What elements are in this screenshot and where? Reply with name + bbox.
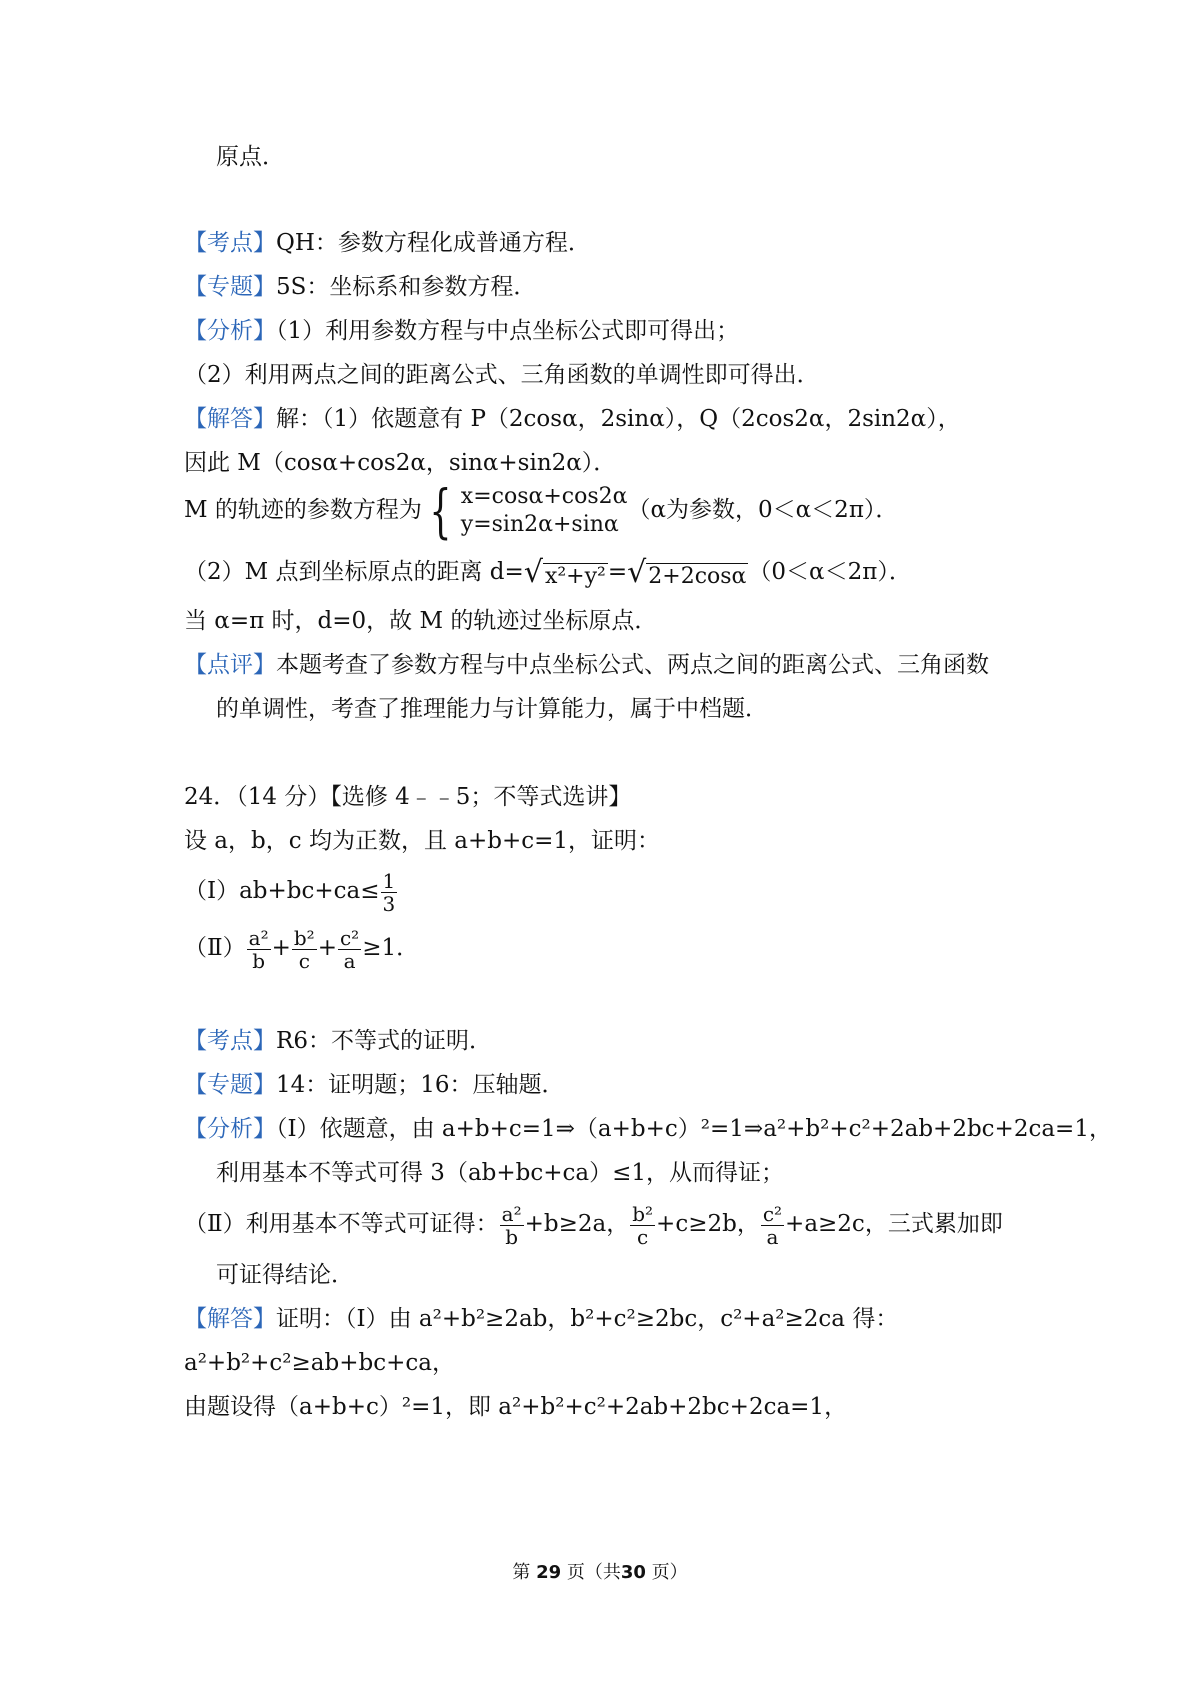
fraction-den: a [343,948,356,973]
fraction-den: c [637,1224,649,1249]
zhuanti-line [184,1070,565,1100]
jieda-text: 证明：（Ⅰ）由 a²+b²≥2ab，b²+c²≥2bc，c²+a²≥2ca 得： [276,1306,899,1332]
fraction-num: b² [293,925,315,950]
footer-prefix: 第 [512,1562,531,1583]
part1-expr: ab+bc+ca≤ [239,878,380,904]
dist-equals: = [607,559,628,585]
fenxi-line-2: 利用基本不等式可得 3（ab+bc+ca）≤1，从而得证； [216,1160,785,1186]
fraction-num: c² [762,1201,783,1226]
total-pages: 30 [620,1562,646,1583]
dianping-line [184,650,989,680]
fraction [381,870,398,915]
fenxi-line [184,316,739,346]
kaodian-text: QH：参数方程化成普通方程． [276,230,591,256]
fraction-den: 3 [382,891,396,916]
kaodian-tag: 【考点】 [184,230,276,256]
equation-system [422,477,628,545]
solution-line: a²+b²+c²≥ab+bc+ca， [184,1350,455,1376]
param-suffix: （α为参数，0＜α＜2π）． [627,497,899,523]
solution-line: 因此 M（cosα+cos2α，sinα+sin2α）． [184,450,617,476]
fraction [292,927,317,972]
zhuanti-tag: 【专题】 [184,1072,276,1098]
dianping-line-2: 的单调性，考查了推理能力与计算能力，属于中档题． [216,696,768,722]
part2-tail: ≥1． [362,935,420,961]
fraction-num: c² [339,925,360,950]
brace-icon: { [429,477,452,545]
question-stem: 设 a，b，c 均为正数，且 a+b+c=1，证明： [184,828,661,854]
fenxi-text: （Ⅰ）依题意，由 a+b+c=1⇒（a+b+c）²=1⇒a²+b²+c²+2ab+2bc+2ca=1， [276,1116,1112,1142]
kaodian-text: R6：不等式的证明． [276,1028,492,1054]
question-title: 24．（14 分）【选修 4﹣﹣5；不等式选讲】 [184,784,632,810]
fenxi-text: （1）利用参数方程与中点坐标公式即可得出； [276,318,740,344]
sqrt-expression [524,556,608,590]
dianping-tag: 【点评】 [184,652,276,678]
zhuanti-text: 5S：坐标系和参数方程． [276,274,537,300]
page-number: 29 [536,1562,562,1583]
dist-prefix: （2）M 点到坐标原点的距离 d= [184,559,524,585]
param-eq-y: y=sin2α+sinα [460,512,619,537]
fenxi3-term: +b≥2a， [524,1211,630,1237]
sqrt-expression [627,556,748,590]
dianping-text: 本题考查了参数方程与中点坐标公式、两点之间的距离公式、三角函数 [276,652,989,678]
solution-line: 当 α=π 时，d=0，故 M 的轨迹过坐标原点． [184,608,658,634]
fenxi-line [184,1114,1112,1144]
jieda-line [184,1304,898,1334]
fraction [630,1203,655,1248]
param-prefix: M 的轨迹的参数方程为 [184,497,422,523]
text-line: 原点． [216,144,285,170]
fenxi3-prefix: （Ⅱ）利用基本不等式可证得： [184,1211,499,1237]
jieda-line [184,404,961,434]
fenxi-tag: 【分析】 [184,318,276,344]
jieda-tag: 【解答】 [184,406,276,432]
fraction-den: c [298,948,310,973]
fenxi3-term: +c≥2b， [656,1211,760,1237]
solution-line: 由题设得（a+b+c）²=1，即 a²+b²+c²+2ab+2bc+2ca=1， [184,1394,848,1420]
radicand: 2+2cosα [648,564,747,589]
zhuanti-line [184,272,536,302]
dist-suffix: （0＜α＜2π）． [748,559,912,585]
footer-suffix: 页） [651,1562,688,1583]
footer-mid: 页（共 [566,1562,621,1583]
kaodian-tag: 【考点】 [184,1028,276,1054]
fenxi-line-3 [184,1196,1003,1252]
param-equation-line [184,477,899,545]
jieda-tag: 【解答】 [184,1306,276,1332]
fenxi-line-4: 可证得结论． [216,1262,354,1288]
fraction-num: a² [501,1201,522,1226]
zhuanti-text: 14：证明题；16：压轴题． [276,1072,565,1098]
part2-label: （Ⅱ） [184,935,246,961]
fraction [247,927,271,972]
fraction-den: b [252,948,266,973]
fraction [338,927,361,972]
fraction-den: a [766,1224,779,1249]
distance-line [184,552,912,592]
fraction-num: a² [248,925,269,950]
part1-line [184,866,398,916]
part1-label: （Ⅰ） [184,878,240,904]
fraction [500,1203,524,1248]
fraction-den: b [505,1224,519,1249]
radicand: x²+y² [544,564,606,589]
fenxi3-term: +a≥2c，三式累加即 [785,1211,1003,1237]
fraction-num: b² [632,1201,654,1226]
part2-line: （Ⅱ） $\frac{\text{a²}}{b}$ + $\frac{\text{b²}}{c}$ + $\frac{\text{c²}}{a}$ ≥1． [184,925,420,973]
zhuanti-tag: 【专题】 [184,274,276,300]
fraction-num: 1 [382,868,396,893]
kaodian-line [184,228,591,258]
jieda-text: 解：（1）依题意有 P（2cosα，2sinα），Q（2cos2α，2sin2α）， [276,406,961,432]
param-eq-x: x=cosα+cos2α [460,484,628,509]
radical-icon: √ [627,555,647,590]
page-footer [0,1558,1200,1584]
fraction [761,1203,784,1248]
fenxi-tag: 【分析】 [184,1116,276,1142]
kaodian-line [184,1026,492,1056]
radical-icon: √ [523,555,543,590]
fenxi-line-2: （2）利用两点之间的距离公式、三角函数的单调性即可得出． [184,362,820,388]
